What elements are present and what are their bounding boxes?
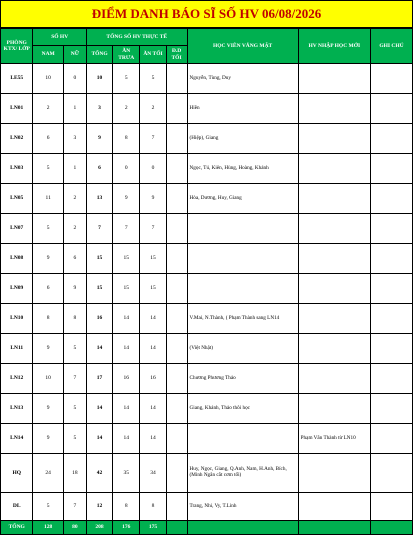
- header-dinner: ĂN TỐI: [140, 46, 166, 64]
- lunch-count: 2: [113, 94, 140, 124]
- note-cell: [370, 493, 412, 521]
- header-total: TỔNG: [86, 46, 112, 64]
- table-row: [1, 64, 413, 94]
- male-count: 5: [33, 154, 63, 184]
- lunch-count: 0: [113, 154, 140, 184]
- dinner-count: 14: [140, 424, 166, 454]
- total-count: 9: [86, 124, 112, 154]
- total-count: 42: [86, 454, 112, 493]
- dinner-count: 2: [140, 94, 166, 124]
- new-students: [298, 304, 370, 334]
- note-cell: [370, 244, 412, 274]
- new-students: Phạm Văn Thành từ LN10: [298, 424, 370, 454]
- lunch-count: 14: [113, 394, 140, 424]
- room-code: LN11: [1, 334, 33, 364]
- header-lunch: ĂN TRƯA: [113, 46, 140, 64]
- absent-list: Chương Phương Thảo: [187, 364, 298, 394]
- female-count: 18: [63, 454, 86, 493]
- note-cell: [370, 364, 412, 394]
- table-row: [1, 394, 413, 424]
- absent-list: Trang, Nhi, Vy, T.Linh: [187, 493, 298, 521]
- totals-male: 128: [33, 521, 63, 535]
- lunch-count: 14: [113, 424, 140, 454]
- absent-list: (Việt Nhật): [187, 334, 298, 364]
- new-students: [298, 154, 370, 184]
- totals-total: 208: [86, 521, 112, 535]
- header-absent: HỌC VIÊN VẮNG MẶT: [187, 29, 298, 64]
- new-students: [298, 244, 370, 274]
- table-row: [1, 274, 413, 304]
- room-code: LN05: [1, 184, 33, 214]
- totals-lunch: 176: [113, 521, 140, 535]
- absent-list: [187, 424, 298, 454]
- room-code: LN02: [1, 124, 33, 154]
- table-row: [1, 124, 413, 154]
- new-students: [298, 493, 370, 521]
- sheet-title: ĐIỂM DANH BÁO SĨ SỐ HV 06/08/2026: [0, 0, 413, 28]
- absent-list: V.Mai, N.Thành, ( Phạm Thành sang LN14: [187, 304, 298, 334]
- dd-count: [166, 424, 187, 454]
- room-code: DL: [1, 493, 33, 521]
- lunch-count: 9: [113, 184, 140, 214]
- totals-dinner: 175: [140, 521, 166, 535]
- header-new: HV NHẬP HỌC MỚI: [298, 29, 370, 64]
- dinner-count: 14: [140, 334, 166, 364]
- room-code: LE55: [1, 64, 33, 94]
- table-row: [1, 214, 413, 244]
- note-cell: [370, 454, 412, 493]
- male-count: 5: [33, 493, 63, 521]
- new-students: [298, 184, 370, 214]
- lunch-count: 14: [113, 304, 140, 334]
- lunch-count: 15: [113, 274, 140, 304]
- new-students: [298, 364, 370, 394]
- header-enrolled: SỐ HV: [33, 29, 86, 46]
- total-count: 15: [86, 244, 112, 274]
- dinner-count: 15: [140, 244, 166, 274]
- dd-count: [166, 454, 187, 493]
- female-count: 7: [63, 364, 86, 394]
- total-count: 14: [86, 394, 112, 424]
- table-row: [1, 244, 413, 274]
- total-count: 10: [86, 64, 112, 94]
- dinner-count: 15: [140, 274, 166, 304]
- dd-count: [166, 334, 187, 364]
- table-row: [1, 364, 413, 394]
- totals-label: TỔNG: [1, 521, 33, 535]
- absent-list: [187, 244, 298, 274]
- dd-count: [166, 124, 187, 154]
- dd-count: [166, 364, 187, 394]
- note-cell: [370, 64, 412, 94]
- dinner-count: 14: [140, 394, 166, 424]
- table-row: [1, 493, 413, 521]
- note-cell: [370, 214, 412, 244]
- table-row: [1, 424, 413, 454]
- male-count: 9: [33, 244, 63, 274]
- room-code: HQ: [1, 454, 33, 493]
- dd-count: [166, 274, 187, 304]
- note-cell: [370, 304, 412, 334]
- male-count: 2: [33, 94, 63, 124]
- header-dd-toi: Đ.D TỐI: [166, 46, 187, 64]
- total-count: 17: [86, 364, 112, 394]
- dd-count: [166, 304, 187, 334]
- dinner-count: 9: [140, 184, 166, 214]
- male-count: 11: [33, 184, 63, 214]
- note-cell: [370, 394, 412, 424]
- dinner-count: 16: [140, 364, 166, 394]
- note-cell: [370, 334, 412, 364]
- note-cell: [370, 424, 412, 454]
- male-count: 9: [33, 334, 63, 364]
- room-code: LN07: [1, 214, 33, 244]
- new-students: [298, 454, 370, 493]
- female-count: 3: [63, 124, 86, 154]
- total-count: 15: [86, 274, 112, 304]
- total-count: 14: [86, 334, 112, 364]
- room-code: LN03: [1, 154, 33, 184]
- room-code: LN12: [1, 364, 33, 394]
- dd-count: [166, 493, 187, 521]
- dd-count: [166, 64, 187, 94]
- dinner-count: 0: [140, 154, 166, 184]
- dd-count: [166, 154, 187, 184]
- note-cell: [370, 154, 412, 184]
- lunch-count: 5: [113, 64, 140, 94]
- table-row: [1, 334, 413, 364]
- note-cell: [370, 124, 412, 154]
- room-code: LN09: [1, 274, 33, 304]
- totals-new: [298, 521, 370, 535]
- total-count: 12: [86, 493, 112, 521]
- attendance-table: [0, 28, 413, 535]
- table-row: [1, 154, 413, 184]
- dd-count: [166, 244, 187, 274]
- new-students: [298, 334, 370, 364]
- dinner-count: 5: [140, 64, 166, 94]
- male-count: 9: [33, 394, 63, 424]
- lunch-count: 8: [113, 124, 140, 154]
- male-count: 6: [33, 124, 63, 154]
- total-count: 16: [86, 304, 112, 334]
- male-count: 9: [33, 424, 63, 454]
- header-room: PHÒNG KTX/ LỚP: [1, 29, 33, 64]
- absent-list: Nguyễn, Tùng, Duy: [187, 64, 298, 94]
- note-cell: [370, 184, 412, 214]
- new-students: [298, 394, 370, 424]
- room-code: LN10: [1, 304, 33, 334]
- room-code: LN01: [1, 94, 33, 124]
- female-count: 2: [63, 184, 86, 214]
- absent-list: (Hiệp), Giang: [187, 124, 298, 154]
- female-count: 5: [63, 394, 86, 424]
- table-row: [1, 94, 413, 124]
- male-count: 5: [33, 214, 63, 244]
- male-count: 8: [33, 304, 63, 334]
- absent-list: [187, 274, 298, 304]
- dd-count: [166, 184, 187, 214]
- new-students: [298, 94, 370, 124]
- dinner-count: 34: [140, 454, 166, 493]
- female-count: 8: [63, 304, 86, 334]
- female-count: 2: [63, 214, 86, 244]
- lunch-count: 16: [113, 364, 140, 394]
- absent-list: [187, 214, 298, 244]
- absent-list: Giang, Khánh, Thảo thôi học: [187, 394, 298, 424]
- total-count: 6: [86, 154, 112, 184]
- dinner-count: 8: [140, 493, 166, 521]
- dinner-count: 7: [140, 214, 166, 244]
- total-count: 3: [86, 94, 112, 124]
- female-count: 7: [63, 493, 86, 521]
- header-note: GHI CHÚ: [370, 29, 412, 64]
- header-female: NỮ: [63, 46, 86, 64]
- dd-count: [166, 94, 187, 124]
- totals-absent: [187, 521, 298, 535]
- dinner-count: 14: [140, 304, 166, 334]
- male-count: 24: [33, 454, 63, 493]
- male-count: 10: [33, 64, 63, 94]
- lunch-count: 14: [113, 334, 140, 364]
- new-students: [298, 274, 370, 304]
- lunch-count: 35: [113, 454, 140, 493]
- total-count: 7: [86, 214, 112, 244]
- female-count: 1: [63, 94, 86, 124]
- female-count: 1: [63, 154, 86, 184]
- totals-dd: [166, 521, 187, 535]
- table-row: [1, 454, 413, 493]
- lunch-count: 8: [113, 493, 140, 521]
- totals-note: [370, 521, 412, 535]
- dinner-count: 7: [140, 124, 166, 154]
- male-count: 6: [33, 274, 63, 304]
- note-cell: [370, 274, 412, 304]
- absent-list: Ngọc, Tú, Kiên, Hùng, Hoàng, Khánh: [187, 154, 298, 184]
- dd-count: [166, 214, 187, 244]
- female-count: 9: [63, 274, 86, 304]
- totals-female: 80: [63, 521, 86, 535]
- male-count: 10: [33, 364, 63, 394]
- table-row: [1, 184, 413, 214]
- dd-count: [166, 394, 187, 424]
- new-students: [298, 214, 370, 244]
- absent-list: Hòa, Dương, Huy, Giang: [187, 184, 298, 214]
- female-count: 6: [63, 244, 86, 274]
- total-count: 14: [86, 424, 112, 454]
- female-count: 5: [63, 424, 86, 454]
- absent-list: Hiền: [187, 94, 298, 124]
- lunch-count: 15: [113, 244, 140, 274]
- room-code: LN13: [1, 394, 33, 424]
- header-actual: TỔNG SỐ HV THỰC TẾ: [86, 29, 187, 46]
- room-code: LN14: [1, 424, 33, 454]
- note-cell: [370, 94, 412, 124]
- absent-list: Huy, Ngọc, Giang, Q.Anh, Nam, H.Anh, Bích, (Minh Ngân cắt cơm tối): [187, 454, 298, 493]
- lunch-count: 7: [113, 214, 140, 244]
- table-row: [1, 304, 413, 334]
- female-count: 0: [63, 64, 86, 94]
- room-code: LN08: [1, 244, 33, 274]
- new-students: [298, 64, 370, 94]
- header-male: NAM: [33, 46, 63, 64]
- total-count: 13: [86, 184, 112, 214]
- totals-row: [1, 521, 413, 535]
- female-count: 5: [63, 334, 86, 364]
- new-students: [298, 124, 370, 154]
